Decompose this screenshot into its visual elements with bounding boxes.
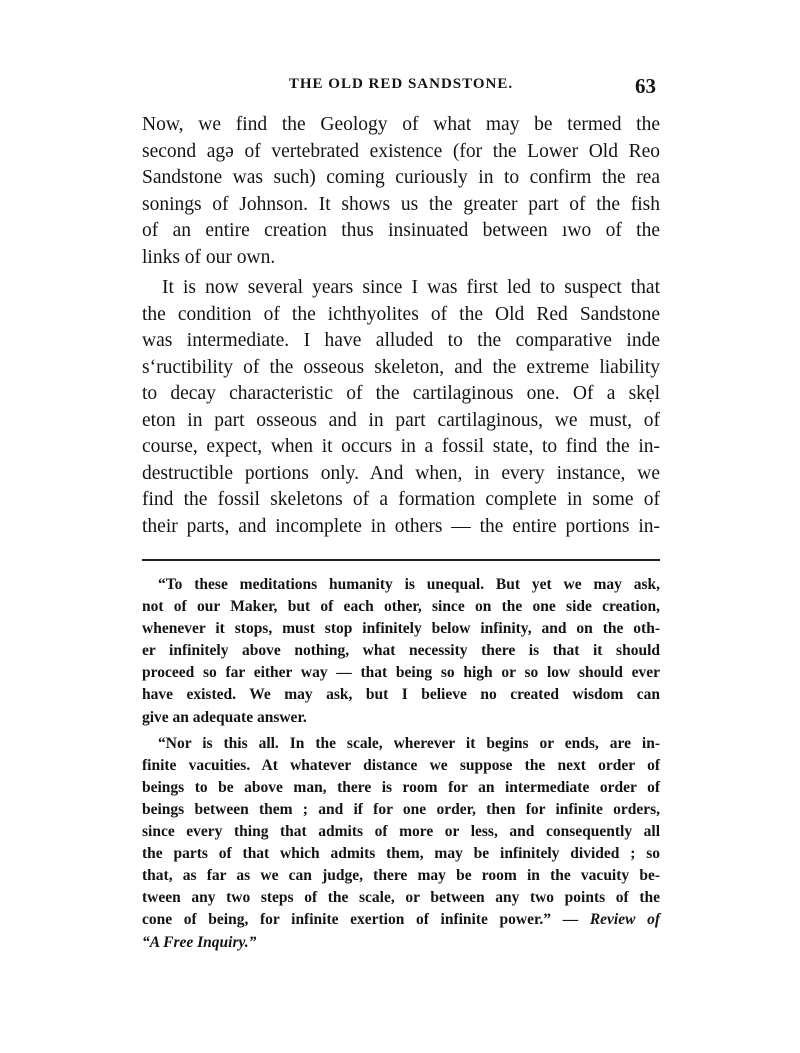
text-line: s‘ructibility of the osseous skeleton, and the extreme liability xyxy=(142,356,660,378)
text-line: course, expect, when it occurs in a fossil state, to find the in- xyxy=(142,436,660,457)
footnote-line: proceed so far either way — that being so high or so low should ever xyxy=(142,664,660,682)
text-line: Sandstone was such) coming curiously in to confirm the rea xyxy=(142,167,660,188)
footnote-line xyxy=(142,932,660,954)
page-header xyxy=(142,76,660,100)
text-line: their parts, and incomplete in others — the entire portions in- xyxy=(142,515,660,537)
paragraph-1 xyxy=(142,112,660,271)
text-line: was intermediate. I have alluded to the comparative inde xyxy=(142,330,660,351)
citation: Review of xyxy=(589,911,660,929)
footnote-line: give an adequate answer. xyxy=(142,708,307,726)
footnote-line: “To these meditations humanity is unequal. But yet we may ask, xyxy=(158,576,660,593)
footnote-line: tween any two steps of the scale, or between any two points of the xyxy=(142,889,660,907)
text-line: the condition of the ichthyolites of the Old Red Sandstone xyxy=(142,303,660,325)
text-line: find the fossil skeletons of a formation complete in some of xyxy=(142,489,660,510)
running-title: THE OLD RED SANDSTONE. xyxy=(288,76,514,92)
text-line: second agə of vertebrated existence (for the Lower Old Reo xyxy=(142,140,660,162)
footnote-2 xyxy=(142,733,660,954)
footnote-line: since every thing that admits of more or less, and consequently all xyxy=(142,823,660,841)
paragraph-2 xyxy=(142,275,660,540)
text-line: destructible portions only. And when, in every instance, we xyxy=(142,462,660,484)
main-text xyxy=(142,112,660,540)
text-line: to decay characteristic of the cartilaginous one. Of a skẹl xyxy=(142,383,660,404)
footnote-text: cone of being, for infinite exertion of infinite power.” — xyxy=(142,911,590,929)
text-line: It is now several years since I was first led to suspect that xyxy=(162,277,660,298)
footnote-line: finite vacuities. At whatever distance we suppose the next order of xyxy=(142,756,660,774)
text-line: Now, we find the Geology of what may be termed the xyxy=(142,114,660,135)
text-line: eton in part osseous and in part cartilaginous, we must, of xyxy=(142,409,660,431)
text-line: links of our own. xyxy=(142,246,276,268)
text-line: of an entire creation thus insinuated between ıwo of the xyxy=(142,220,660,241)
footnote-line: that, as far as we can judge, there may be room in the vacuity be- xyxy=(142,867,660,885)
footnote-line: whenever it stops, must stop infinitely below infinity, and on the oth- xyxy=(142,620,660,638)
footnote-line xyxy=(142,909,660,931)
citation-title: “A Free Inquiry.” xyxy=(142,933,257,951)
footnote-line: beings to be above man, there is room for an intermediate order of xyxy=(142,778,660,796)
footnote-divider xyxy=(142,559,660,561)
footnote-line: the parts of that which admits them, may be infinitely divided ; so xyxy=(142,845,660,863)
footnotes xyxy=(142,574,660,954)
footnote-line: have existed. We may ask, but I believe no created wisdom can xyxy=(142,686,660,704)
footnote-line: not of our Maker, but of each other, since on the one side creation, xyxy=(142,598,660,616)
footnote-1 xyxy=(142,574,660,729)
footnote-line: “Nor is this all. In the scale, wherever it begins or ends, are in- xyxy=(158,734,660,752)
text-line: sonings of Johnson. It shows us the greater part of the fish xyxy=(142,193,660,215)
footnote-line: beings between them ; and if for one order, then for infinite orders, xyxy=(142,800,660,818)
footnote-line: er infinitely above nothing, what necessity there is that it should xyxy=(142,642,660,660)
page-number: 63 xyxy=(635,74,656,98)
